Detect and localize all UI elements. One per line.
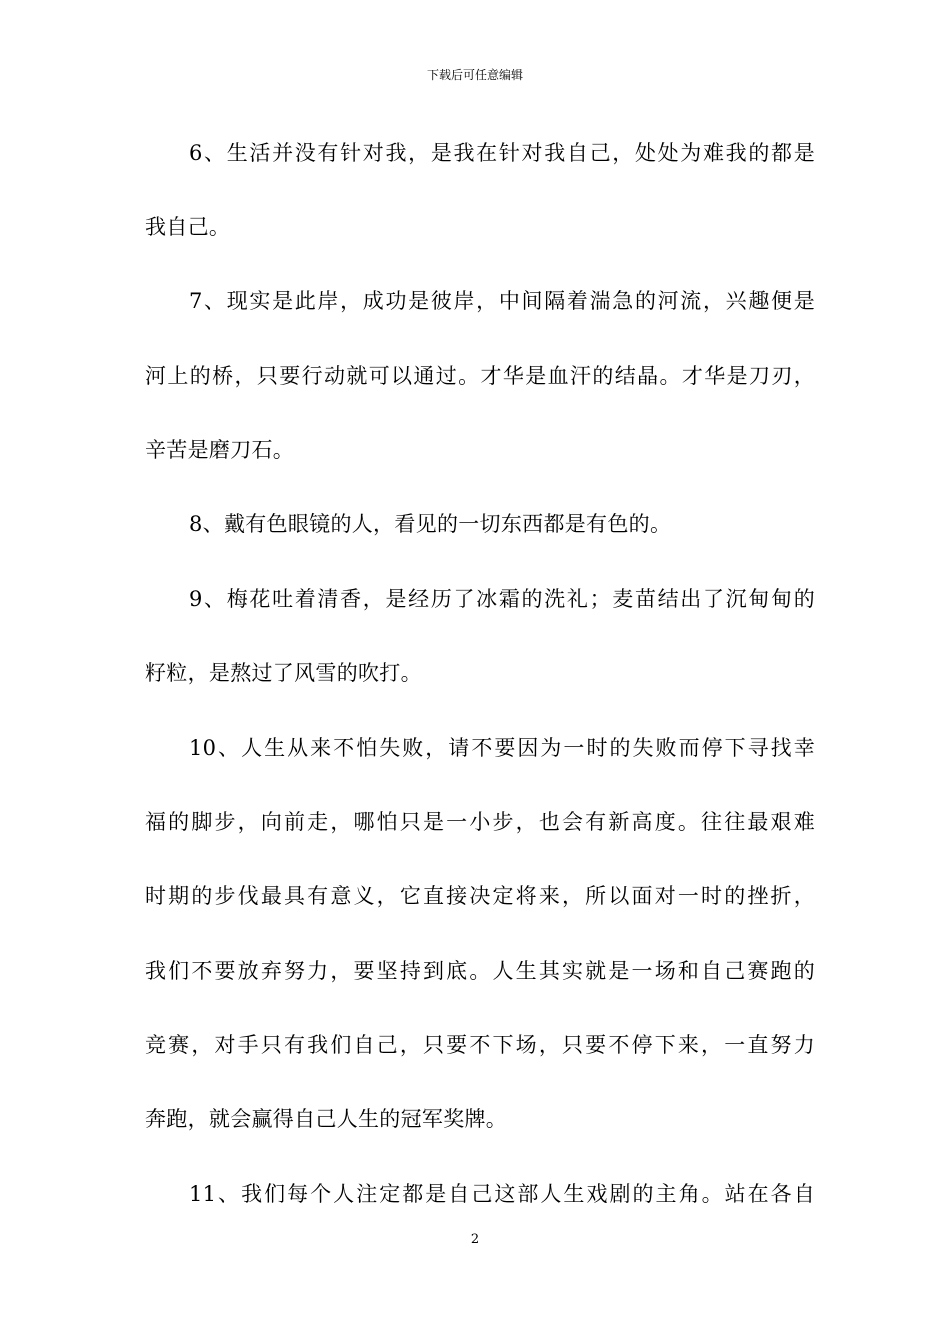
page-number: 2 <box>470 1232 480 1247</box>
text-line: 11、我们每个人注定都是自己这部人生戏剧的主角。站在各自 <box>189 1182 815 1206</box>
text-line: 9、梅花吐着清香，是经历了冰霜的洗礼；麦苗结出了沉甸甸的 <box>189 587 815 611</box>
text-line: 10、人生从来不怕失败，请不要因为一时的失败而停下寻找幸 <box>189 736 815 760</box>
text-line: 福的脚步，向前走，哪怕只是一小步，也会有新高度。往往最艰难 <box>145 810 815 834</box>
text-line: 我自己。 <box>145 215 231 239</box>
text-line: 8、戴有色眼镜的人，看见的一切东西都是有色的。 <box>189 512 672 536</box>
text-line: 6、生活并没有针对我，是我在针对我自己，处处为难我的都是 <box>189 141 815 165</box>
page-header: 下载后可任意编辑 <box>426 68 523 82</box>
text-line: 竞赛，对手只有我们自己，只要不下场，只要不停下来，一直努力 <box>145 1033 815 1057</box>
text-line: 时期的步伐最具有意义，它直接决定将来，所以面对一时的挫折， <box>145 884 815 908</box>
text-line: 籽粒，是熬过了风雪的吹打。 <box>145 661 422 685</box>
text-line: 我们不要放弃努力，要坚持到底。人生其实就是一场和自己赛跑的 <box>145 959 815 983</box>
text-line: 奔跑，就会赢得自己人生的冠军奖牌。 <box>145 1107 508 1131</box>
text-line: 河上的桥，只要行动就可以通过。才华是血汗的结晶。才华是刀刃， <box>145 364 815 388</box>
text-line: 辛苦是磨刀石。 <box>145 438 295 462</box>
text-line: 7、现实是此岸，成功是彼岸，中间隔着湍急的河流，兴趣便是 <box>189 289 815 313</box>
